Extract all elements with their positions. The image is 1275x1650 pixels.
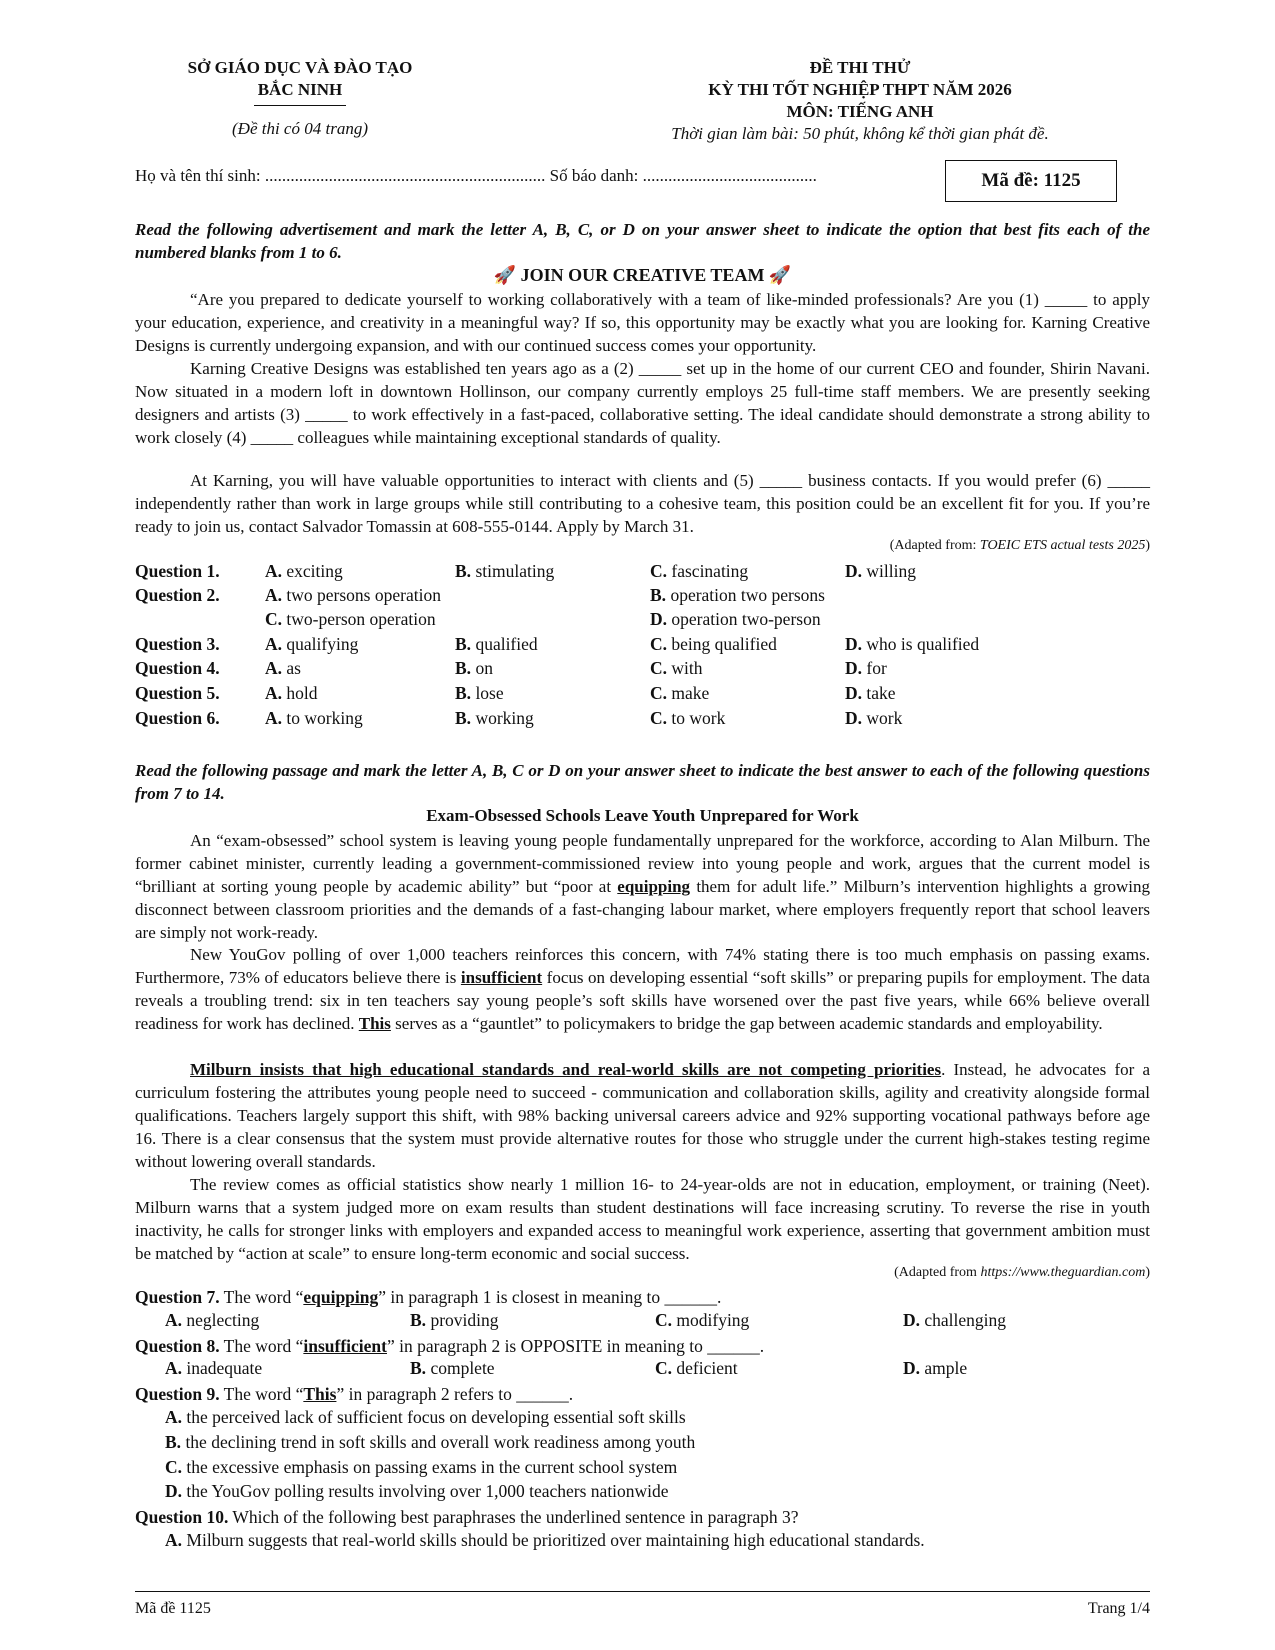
passage-paragraph-4: The review comes as official statistics show nearly 1 million 16- to 24-year-olds are not in education, employment, or training (Neet). Milburn warns that a system judged more on exam results than student destinations will face increasing scrutiny. To reverse the rise in youth inactivity, he calls for stronger links with employers and expanded access to meaningful work experience, asserting that government ambition must be matched by “action at scale” to ensure long-term economic and social success.	[135, 1175, 1150, 1263]
question-1: Question 1. A. exciting B. stimulating C. fascinating D. willing	[135, 561, 916, 581]
question-7-options	[165, 1310, 1145, 1334]
question-10-option-a[interactable]: A. Milburn suggests that real-world skills should be prioritized over maintaining high educational standards.	[165, 1530, 925, 1550]
option-b[interactable]: B. complete	[410, 1358, 495, 1378]
underlined-sentence: Milburn insists that high educational standards and real-world skills are not competing priorities	[190, 1060, 942, 1079]
passage-title: Exam-Obsessed Schools Leave Youth Unprepared for Work	[426, 806, 859, 825]
footer-page-number: Trang 1/4	[1087, 1600, 1150, 1617]
question-10: Question 10. Which of the following best paraphrases the underlined sentence in paragraph 3?	[135, 1507, 799, 1527]
subject-name: MÔN: TIẾNG ANH	[786, 102, 934, 121]
question-7: Question 7. The word “equipping” in paragraph 1 is closest in meaning to ______.	[135, 1287, 722, 1307]
question-8-options	[165, 1358, 1145, 1382]
footer-divider	[135, 1591, 1150, 1592]
option-d[interactable]: D. challenging	[903, 1310, 1007, 1330]
option-d[interactable]: D. work	[845, 708, 903, 728]
option-d[interactable]: D. who is qualified	[845, 634, 980, 654]
passage-paragraph-1: An “exam-obsessed” school system is leaving young people fundamentally unprepared for the workforce, according to Alan Milburn. The former cabinet minister, currently leading a government-commissioned review into young people and work, argues that the current model is “brilliant at sorting young people by academic ability” but “poor at equipping them for adult life.” Milburn’s intervention highlights a growing disconnect between classroom priorities and the demands of a fast-changing labour market, where employers frequently report that school leavers are simply not work-ready.	[135, 831, 1150, 942]
option-d[interactable]: D. willing	[845, 561, 916, 581]
question-8: Question 8. The word “insufficient” in paragraph 2 is OPPOSITE in meaning to ______.	[135, 1336, 765, 1356]
question-9-option-d[interactable]: D. the YouGov polling results involving over 1,000 teachers nationwide	[165, 1481, 669, 1501]
exam-title-block	[600, 57, 1120, 145]
option-a[interactable]: A. qualifying	[265, 634, 359, 654]
option-c[interactable]: C. to work	[650, 708, 726, 728]
highlight-word-this: This	[358, 1014, 391, 1033]
passage-paragraph-3: Milburn insists that high educational standards and real-world skills are not competing priorities. Instead, he advocates for a curriculum fostering the attributes young people need to succeed - communication and collaboration skills, agility and creativity alongside formal qualifications. Teachers largely support this shift, with 98% backing universal careers advice and 92% supporting vocational pathways before age 16. There is a clear consensus that the system must provide alternative routes for those who struggle under the current high-stakes testing regime without lowering overall standards.	[135, 1060, 1150, 1171]
candidate-name-field: Họ và tên thí sinh: ..................................................................	[135, 166, 546, 185]
option-b[interactable]: B. on	[455, 658, 493, 678]
section2-instruction: Read the following passage and mark the letter A, B, C or D on your answer sheet to indicate the best answer to each of the following questions from 7 to 14.	[135, 761, 1150, 803]
footer-exam-code: Mã đề 1125	[135, 1600, 211, 1617]
question-9: Question 9. The word “This” in paragraph 2 refers to ______.	[135, 1384, 574, 1404]
option-b[interactable]: B. stimulating	[455, 561, 555, 581]
question-6: Question 6. A. to working B. working C. to work D. work	[135, 708, 903, 728]
option-b[interactable]: B. lose	[455, 683, 504, 703]
section1-instruction: Read the following advertisement and mark the letter A, B, C, or D on your answer sheet to indicate the option that best fits each of the numbered blanks from 1 to 6.	[135, 220, 1150, 262]
option-a[interactable]: A. two persons operation	[265, 585, 441, 605]
highlight-word-insufficient: insufficient	[460, 968, 543, 987]
option-c[interactable]: C. fascinating	[650, 561, 749, 581]
option-a[interactable]: A. inadequate	[165, 1358, 263, 1378]
option-c[interactable]: C. two-person operation	[265, 609, 436, 629]
option-a[interactable]: A. to working	[265, 708, 363, 728]
pages-note: (Đề thi có 04 trang)	[232, 119, 368, 138]
question-9-option-c[interactable]: C. the excessive emphasis on passing exams in the current school system	[165, 1457, 678, 1477]
candidate-id-field: Số báo danh: .........................................	[549, 166, 817, 185]
question-9-option-b[interactable]: B. the declining trend in soft skills and overall work readiness among youth	[165, 1432, 696, 1452]
question-2-row2	[135, 609, 1150, 634]
option-d[interactable]: D. operation two-person	[650, 609, 821, 629]
option-a[interactable]: A. as	[265, 658, 301, 678]
ad-paragraph-1: “Are you prepared to dedicate yourself to working collaboratively with a team of like-minded professionals? Are you (1) _____ to apply your education, experience, and creativity in a meaningful way? If so, this opportunity may be exactly what you are looking for. Karning Creative Designs is currently undergoing expansion, and with our continued success comes your opportunity.	[135, 290, 1150, 355]
option-d[interactable]: D. take	[845, 683, 896, 703]
exam-subtitle: KỲ THI TỐT NGHIỆP THPT NĂM 2026	[708, 80, 1012, 99]
header-divider	[254, 105, 346, 106]
time-note: Thời gian làm bài: 50 phút, không kể thời gian phát đề.	[671, 124, 1049, 143]
exam-title: ĐỀ THI THỬ	[809, 58, 911, 77]
exam-code-box: Mã đề: 1125	[945, 160, 1117, 202]
school-department-block	[150, 57, 450, 140]
question-9-option-a[interactable]: A. the perceived lack of sufficient focus on developing essential soft skills	[165, 1407, 686, 1427]
question-2: Question 2. A. two persons operation B. operation two persons	[135, 585, 825, 605]
option-c[interactable]: C. make	[650, 683, 710, 703]
option-d[interactable]: D. ample	[903, 1358, 968, 1378]
province-name: BẮC NINH	[257, 80, 343, 99]
option-b[interactable]: B. qualified	[455, 634, 538, 654]
ad-paragraph-2: Karning Creative Designs was established ten years ago as a (2) _____ set up in the home of our current CEO and founder, Shirin Navani. Now situated in a modern loft in downtown Hollinson, our company currently employs 25 full-time staff members. We are presently seeking designers and artists (3) _____ to work effectively in a fast-paced, collaborative setting. The ideal candidate should demonstrate a strong ability to work closely (4) _____ colleagues while maintaining exceptional standards of quality.	[135, 359, 1150, 447]
option-c[interactable]: C. being qualified	[650, 634, 777, 654]
passage-source: (Adapted from https://www.theguardian.com)	[894, 1265, 1150, 1280]
question-3: Question 3. A. qualifying B. qualified C. being qualified D. who is qualified	[135, 634, 980, 654]
option-c[interactable]: C. deficient	[655, 1358, 738, 1378]
option-b[interactable]: B. working	[455, 708, 534, 728]
department-name: SỞ GIÁO DỤC VÀ ĐÀO TẠO	[187, 58, 413, 77]
option-a[interactable]: A. exciting	[265, 561, 343, 581]
candidate-info-line	[135, 166, 945, 186]
option-c[interactable]: C. with	[650, 658, 703, 678]
ad-title: 🚀 JOIN OUR CREATIVE TEAM 🚀	[493, 265, 792, 285]
ad-source: (Adapted from: TOEIC ETS actual tests 2025)	[889, 538, 1150, 553]
option-d[interactable]: D. for	[845, 658, 887, 678]
option-b[interactable]: B. operation two persons	[650, 585, 825, 605]
option-c[interactable]: C. modifying	[655, 1310, 750, 1330]
option-a[interactable]: A. neglecting	[165, 1310, 260, 1330]
passage-paragraph-2: New YouGov polling of over 1,000 teachers reinforces this concern, with 74% stating there is too much emphasis on passing exams. Furthermore, 73% of educators believe there is insufficient focus on developing essential “soft skills” or preparing pupils for employment. The data reveals a troubling trend: six in ten teachers say young people’s soft skills have worsened over the past five years, while 66% believe overall readiness for work has declined. This serves as a “gauntlet” to policymakers to bridge the gap between academic standards and employability.	[135, 945, 1150, 1033]
ad-paragraph-3: At Karning, you will have valuable opportunities to interact with clients and (5) _____ business contacts. If you would prefer (6) _____ independently rather than work in large groups while still contributing to a cohesive team, this position could be an excellent fit for you. If you’re ready to join us, contact Salvador Tomassin at 608-555-0144. Apply by March 31.	[135, 471, 1150, 536]
question-5: Question 5. A. hold B. lose C. make D. take	[135, 683, 896, 703]
option-a[interactable]: A. hold	[265, 683, 318, 703]
option-b[interactable]: B. providing	[410, 1310, 499, 1330]
highlight-word-equipping: equipping	[617, 877, 691, 896]
question-4: Question 4. A. as B. on C. with D. for	[135, 658, 887, 678]
